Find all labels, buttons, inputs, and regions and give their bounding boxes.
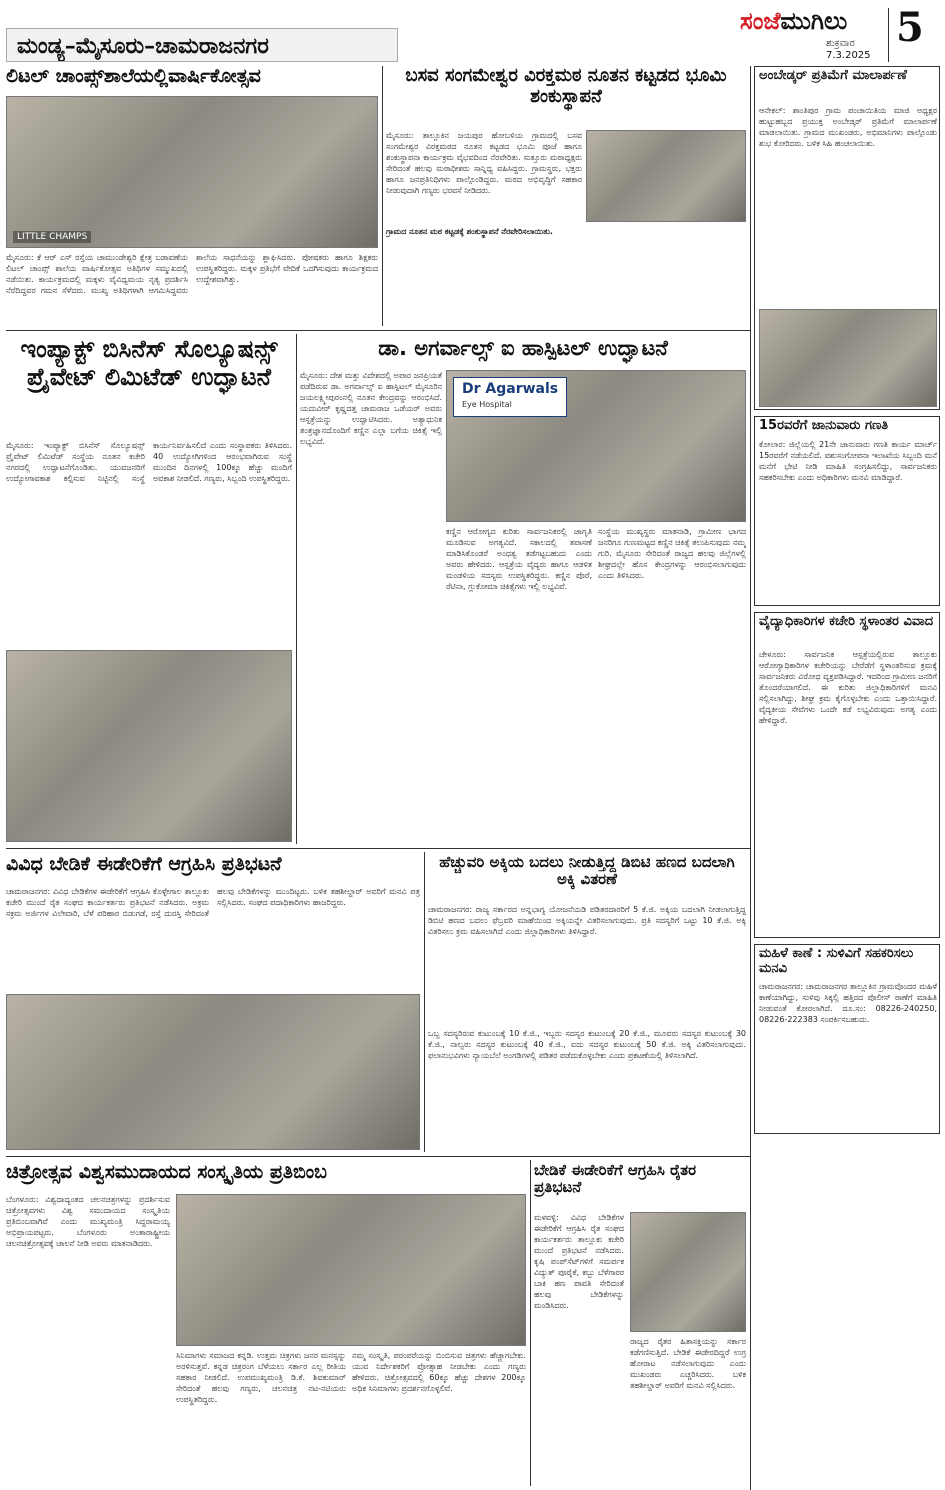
article-body-3: ನಮ್ಮ ಸಂಸ್ಕೃತಿ, ಪರಂಪರೆಯನ್ನು ಬಿಂಬಿಸುವ ಚಿತ್ರಗಳು ಹೆಚ್ಚಾಗಬೇಕು. ಯುವ ನಿರ್ದೇಶಕರಿಗೆ ಪ್ರೋತ್ಸಾಹ ನೀಡಬೇಕು ಎಂದು ಗಣ್ಯರು ಹೇಳಿದರು. ಚಿತ್ರೋತ್ಸವದಲ್ಲಿ 60ಕ್ಕೂ ಹೆಚ್ಚು ದೇಶಗಳ 200ಕ್ಕೂ ಅಧಿಕ ಸಿನಿಮಾಗಳು ಪ್ರದರ್ಶನಗೊಳ್ಳಲಿವೆ. bbox=[352, 1351, 526, 1393]
article-protest-demands bbox=[6, 852, 420, 1152]
headline: ಹೆಚ್ಚುವರಿ ಅಕ್ಕಿಯ ಬದಲು ನೀಡುತ್ತಿದ್ದ ಡಿಬಿಟಿ ಹಣದ ಬದಲಾಗಿ ಅಕ್ಕಿ ವಿತರಣೆ bbox=[439, 854, 735, 889]
masthead bbox=[740, 4, 940, 66]
sign-title: Dr Agarwals bbox=[462, 381, 559, 397]
photo-lamp-lighting bbox=[176, 1194, 526, 1346]
column-rule bbox=[530, 1160, 531, 1486]
headline: ಅಂಬೇಡ್ಕರ್ ಪ್ರತಿಮೆಗೆ ಮಾಲಾರ್ಪಣೆ bbox=[759, 69, 907, 83]
article-mutt-foundation bbox=[386, 66, 746, 326]
photo-staff-group bbox=[6, 650, 292, 842]
headline: ವಿವಿಧ ಬೇಡಿಕೆ ಈಡೇರಿಕೆಗೆ ಆಗ್ರಹಿಸಿ ಪ್ರತಿಭಟನೆ bbox=[6, 854, 282, 875]
column-rule bbox=[296, 334, 297, 844]
article-body: ಆನೇಕಲ್: ಶಾಂತಿಪುರ ಗ್ರಾಮ ಪಂಚಾಯಿತಿಯ ಮಾಜಿ ಅಧ್ಯಕ್ಷರ ಹುಟ್ಟುಹಬ್ಬದ ಪ್ರಯುಕ್ತ ಅಂಬೇಡ್ಕರ್ ಪ್ರತಿಮೆಗೆ ಮಾಲಾರ್ಪಣೆ ಮಾಡಲಾಯಿತು. ಗ್ರಾಮದ ಮುಖಂಡರು, ಅಭಿಮಾನಿಗಳು ಪಾಲ್ಗೊಂಡು ಶುಭ ಕೋರಿದರು. ಬಳಿಕ ಸಿಹಿ ಹಂಚಲಾಯಿತು. bbox=[759, 106, 937, 148]
article-body-1: ಮಳವಳ್ಳಿ: ವಿವಿಧ ಬೇಡಿಕೆಗಳ ಈಡೇರಿಕೆಗೆ ಆಗ್ರಹಿಸಿ ರೈತ ಸಂಘದ ಕಾರ್ಯಕರ್ತರು ತಾಲ್ಲೂಕು ಕಚೇರಿ ಮುಂದೆ ಪ್ರತಿಭಟನೆ ನಡೆಸಿದರು. ಕೃಷಿ ಪಂಪ್‌ಸೆಟ್‌ಗಳಿಗೆ ಸಮರ್ಪಕ ವಿದ್ಯುತ್ ಪೂರೈಕೆ, ಕಬ್ಬು ಬೆಳೆಗಾರರ ಬಾಕಿ ಹಣ ಪಾವತಿ ಸೇರಿದಂತೆ ಹಲವು ಬೇಡಿಕೆಗಳನ್ನು ಮಂಡಿಸಿದರು. bbox=[534, 1213, 624, 1310]
photo-label: LITTLE CHAMPS bbox=[13, 231, 91, 243]
article-livestock-census bbox=[754, 416, 940, 606]
article-body-1: ಚಾಮರಾಜನಗರ: ರಾಜ್ಯ ಸರ್ಕಾರದ ಅನ್ನಭಾಗ್ಯ ಯೋಜನೆಯಡಿ ಪಡಿತರದಾರರಿಗೆ 5 ಕೆ.ಜಿ. ಅಕ್ಕಿಯ ಬದಲಾಗಿ ನೀಡಲಾಗುತ್ತಿದ್ದ ಡಿಬಿಟಿ ಹಣದ ಬದಲು ಫೆಬ್ರವರಿ ಮಾಹೆಯಿಂದ ಅಕ್ಕಿಯನ್ನೇ ವಿತರಿಸಲಾಗುವುದು. ಪ್ರತಿ ಸದಸ್ಯರಿಗೆ ಒಟ್ಟು 10 ಕೆ.ಜಿ. ಅಕ್ಕಿ ವಿತರಿಸಲು ಕ್ರಮ ವಹಿಸಲಾಗಿದೆ ಎಂದು ಜಿಲ್ಲಾಧಿಕಾರಿಗಳು ತಿಳಿಸಿದ್ದಾರೆ. bbox=[428, 905, 746, 936]
column-rule-right bbox=[750, 66, 751, 1490]
article-impact-business bbox=[6, 334, 292, 844]
row-rule bbox=[6, 848, 750, 849]
headline: 15ರವರೆಗೆ ಜಾನುವಾರು ಗಣತಿ bbox=[759, 419, 889, 433]
article-film-festival bbox=[6, 1160, 526, 1486]
article-missing-woman bbox=[754, 944, 940, 1134]
date-label: 7.3.2025 bbox=[826, 50, 871, 61]
brand-black: ಮುಗಿಲು bbox=[780, 6, 848, 35]
photo-farmers bbox=[630, 1212, 746, 1332]
article-eye-hospital bbox=[300, 334, 746, 844]
article-body-2: ಕಣ್ಣಿನ ಆರೋಗ್ಯದ ಕುರಿತು ಸಾರ್ವಜನಿಕರಲ್ಲಿ ಜಾಗೃತಿ ಮೂಡಿಸುವ ಅಗತ್ಯವಿದೆ. ಸಕಾಲದಲ್ಲಿ ತಪಾಸಣೆ ಮಾಡಿಸಿಕೊಂಡರೆ ಅಂಧತ್ವ ತಡೆಗಟ್ಟಬಹುದು ಎಂದು ಅವರು ಹೇಳಿದರು. ಆಸ್ಪತ್ರೆಯ ವೈದ್ಯರು ಹಾಗೂ ಆಡಳಿತ ಮಂಡಳಿಯ ಸದಸ್ಯರು ಉಪಸ್ಥಿತರಿದ್ದರು. ಕಣ್ಣಿನ ಪೊರೆ, ರೆಟಿನಾ, ಗ್ಲುಕೋಮಾ ಚಿಕಿತ್ಸೆಗಳು ಇಲ್ಲಿ ಲಭ್ಯವಿವೆ. bbox=[446, 527, 592, 591]
article-body-2: ಒಬ್ಬ ಸದಸ್ಯರಿರುವ ಕುಟುಂಬಕ್ಕೆ 10 ಕೆ.ಜಿ., ಇಬ್ಬರು ಸದಸ್ಯರ ಕುಟುಂಬಕ್ಕೆ 20 ಕೆ.ಜಿ., ಮೂವರು ಸದಸ್ಯರ ಕುಟುಂಬಕ್ಕೆ 30 ಕೆ.ಜಿ., ನಾಲ್ವರು ಸದಸ್ಯರ ಕುಟುಂಬಕ್ಕೆ 40 ಕೆ.ಜಿ., ಐದು ಸದಸ್ಯರ ಕುಟುಂಬಕ್ಕೆ 50 ಕೆ.ಜಿ. ಅಕ್ಕಿ ವಿತರಿಸಲಾಗುವುದು. ಫಲಾನುಭವಿಗಳು ನ್ಯಾಯಬೆಲೆ ಅಂಗಡಿಗಳಲ್ಲಿ ಪಡಿತರ ಪಡೆದುಕೊಳ್ಳಬೇಕು ಎಂದು ಪ್ರಕಟಣೆಯಲ್ಲಿ ತಿಳಿಸಲಾಗಿದೆ. bbox=[428, 1029, 746, 1060]
photo-garland bbox=[759, 309, 937, 407]
headline: ಮಹಿಳೆ ಕಾಣೆ : ಸುಳಿವಿಗೆ ಸಹಕರಿಸಲು ಮನವಿ bbox=[759, 947, 914, 976]
photo-school-event bbox=[6, 96, 378, 248]
section-title: ಮಂಡ್ಯ–ಮೈಸೂರು–ಚಾಮರಾಜನಗರ bbox=[17, 33, 269, 59]
headline: ಚಿತ್ರೋತ್ಸವ ವಿಶ್ವಸಮುದಾಯದ ಸಂಸ್ಕೃತಿಯ ಪ್ರತಿಬಿಂಬ bbox=[6, 1162, 327, 1183]
article-body: ಚೇಳೂರು: ಸಾರ್ವಜನಿಕ ಆಸ್ಪತ್ರೆಯಲ್ಲಿರುವ ತಾಲ್ಲೂಕು ಆರೋಗ್ಯಾಧಿಕಾರಿಗಳ ಕಚೇರಿಯನ್ನು ಬೇರೆಡೆಗೆ ಸ್ಥಳಾಂತರಿಸುವ ಕ್ರಮಕ್ಕೆ ಸಾರ್ವಜನಿಕರು ವಿರೋಧ ವ್ಯಕ್ತಪಡಿಸಿದ್ದಾರೆ. ಇದರಿಂದ ಗ್ರಾಮೀಣ ಜನರಿಗೆ ತೊಂದರೆಯಾಗಲಿದೆ. ಈ ಕುರಿತು ಜಿಲ್ಲಾಧಿಕಾರಿಗಳಿಗೆ ಮನವಿ ಸಲ್ಲಿಸಲಾಗಿದ್ದು, ಶೀಘ್ರ ಕ್ರಮ ಕೈಗೊಳ್ಳಬೇಕು ಎಂದು ಒತ್ತಾಯಿಸಿದ್ದಾರೆ. ವೈದ್ಯಕೀಯ ಸೇವೆಗಳು ಒಂದೇ ಕಡೆ ಲಭ್ಯವಿರುವುದು ಅಗತ್ಯ ಎಂದು ಹೇಳಿದ್ದಾರೆ. bbox=[759, 650, 937, 725]
row-rule bbox=[6, 1156, 750, 1157]
photo-protest bbox=[6, 994, 420, 1150]
headline: ಬಸವ ಸಂಗಮೇಶ್ವರ ವಿರಕ್ತಮಠ ನೂತನ ಕಟ್ಟಡದ ಭೂಮಿ ಶಂಕುಸ್ಥಾಪನೆ bbox=[405, 66, 727, 107]
article-body: ಕೋಲಾರ: ಜಿಲ್ಲೆಯಲ್ಲಿ 21ನೇ ಜಾನುವಾರು ಗಣತಿ ಕಾರ್ಯ ಮಾರ್ಚ್ 15ರವರೆಗೆ ನಡೆಯಲಿದೆ. ಪಶುಸಂಗೋಪನಾ ಇಲಾಖೆಯ ಸಿಬ್ಬಂದಿ ಮನೆ ಮನೆಗೆ ಭೇಟಿ ನೀಡಿ ಮಾಹಿತಿ ಸಂಗ್ರಹಿಸಲಿದ್ದು, ಸಾರ್ವಜನಿಕರು ಸಹಕರಿಸಬೇಕು ಎಂದು ಅಧಿಕಾರಿಗಳು ಮನವಿ ಮಾಡಿದ್ದಾರೆ. bbox=[759, 440, 937, 482]
photo-ceremony bbox=[586, 130, 746, 222]
article-little-champs bbox=[6, 66, 378, 326]
article-body: ಮೈಸೂರು: ಕೆ ಆರ್ ಎಸ್ ರಸ್ತೆಯ ಚಾಮುಂಡೇಶ್ವರಿ ಕ್ಷೇತ್ರ ಬಡಾವಣೆಯ ಲಿಟಲ್ ಚಾಂಪ್ಸ್ ಶಾಲೆಯ ವಾರ್ಷಿಕೋತ್ಸವ ಅತಿಥಿಗಳ ಸಮ್ಮುಖದಲ್ಲಿ ನಡೆಯಿತು. ಕಾರ್ಯಕ್ರಮದಲ್ಲಿ ಮಕ್ಕಳು ವೈವಿಧ್ಯಮಯ ನೃತ್ಯ ಪ್ರದರ್ಶಿಸಿ ನೆರೆದಿದ್ದವರ ಗಮನ ಸೆಳೆದರು. ಮುಖ್ಯ ಅತಿಥಿಗಳಾಗಿ ಆಗಮಿಸಿದ್ದವರು ಶಾಲೆಯ ಸಾಧನೆಯನ್ನು ಶ್ಲಾಘಿಸಿದರು. ಪೋಷಕರು ಹಾಗೂ ಶಿಕ್ಷಕರು ಉಪಸ್ಥಿತರಿದ್ದರು. ಮಕ್ಕಳ ಪ್ರತಿಭೆಗೆ ವೇದಿಕೆ ಒದಗಿಸುವುದು ಕಾರ್ಯಕ್ರಮದ ಉದ್ದೇಶವಾಗಿತ್ತು. bbox=[6, 253, 378, 295]
headline: ವೈದ್ಯಾಧಿಕಾರಿಗಳ ಕಚೇರಿ ಸ್ಥಳಾಂತರ ವಿವಾದ bbox=[759, 615, 934, 629]
article-rice-distribution bbox=[428, 852, 746, 1152]
headline: ಲಿಟಲ್ ಚಾಂಪ್ಸ್‌ಶಾಲೆಯಲ್ಲಿವಾರ್ಷಿಕೋತ್ಸವ bbox=[6, 66, 261, 87]
section-header bbox=[6, 28, 398, 62]
headline: ಡಾ. ಅಗರ್ವಾಲ್ಸ್ ಐ ಹಾಸ್ಪಿಟಲ್ ಉದ್ಘಾಟನೆ bbox=[378, 336, 668, 360]
article-body-2: ಸಿನಿಮಾಗಳು ಸಮಾಜದ ಕನ್ನಡಿ. ಉತ್ತಮ ಚಿತ್ರಗಳು ಜನರ ಮನಸ್ಸನ್ನು ಅರಳಿಸುತ್ತವೆ. ಕನ್ನಡ ಚಿತ್ರರಂಗ ಬೆಳೆಯಲು ಸರ್ಕಾರ ಎಲ್ಲ ರೀತಿಯ ಸಹಕಾರ ನೀಡಲಿದೆ. ಉಪಮುಖ್ಯಮಂತ್ರಿ ಡಿ.ಕೆ. ಶಿವಕುಮಾರ್ ಸೇರಿದಂತೆ ಹಲವು ಗಣ್ಯರು, ಚಲನಚಿತ್ರ ನಟ-ನಟಿಯರು ಉಪಸ್ಥಿತರಿದ್ದರು. bbox=[176, 1351, 346, 1404]
photo-inauguration bbox=[446, 370, 746, 522]
article-ambedkar bbox=[754, 66, 940, 410]
day-label: ಶುಕ್ರವಾರ bbox=[826, 38, 855, 49]
article-body-1: ಬೆಂಗಳೂರು: ವಿಶ್ವದಾದ್ಯಂತದ ಚಲನಚಿತ್ರಗಳನ್ನು ಪ್ರದರ್ಶಿಸುವ ಚಿತ್ರೋತ್ಸವಗಳು ವಿಶ್ವ ಸಮುದಾಯದ ಸಂಸ್ಕೃತಿಯ ಪ್ರತಿಬಿಂಬವಾಗಿವೆ ಎಂದು ಮುಖ್ಯಮಂತ್ರಿ ಸಿದ್ದರಾಮಯ್ಯ ಅಭಿಪ್ರಾಯಪಟ್ಟರು. ಬೆಂಗಳೂರು ಅಂತಾರಾಷ್ಟ್ರೀಯ ಚಲನಚಿತ್ರೋತ್ಸವಕ್ಕೆ ಚಾಲನೆ ನೀಡಿ ಅವರು ಮಾತನಾಡಿದರು. bbox=[6, 1195, 170, 1248]
right-column bbox=[754, 66, 940, 1490]
page-number: 5 bbox=[896, 4, 924, 51]
column-rule bbox=[424, 852, 425, 1152]
article-body: ಮೈಸೂರು: ಇಂಪ್ಯಾಕ್ಟ್ ಬಿಸಿನೆಸ್ ಸೊಲ್ಯೂಷನ್ಸ್ ಪ್ರೈವೇಟ್ ಲಿಮಿಟೆಡ್ ಸಂಸ್ಥೆಯ ನೂತನ ಕಚೇರಿ ನಗರದಲ್ಲಿ ಉದ್ಘಾಟನೆಗೊಂಡಿತು. ಯುವಜನರಿಗೆ ಉದ್ಯೋಗಾವಕಾಶ ಕಲ್ಪಿಸುವ ನಿಟ್ಟಿನಲ್ಲಿ ಸಂಸ್ಥೆ ಕಾರ್ಯನಿರ್ವಹಿಸಲಿದೆ ಎಂದು ಸಂಸ್ಥಾಪಕರು ತಿಳಿಸಿದರು. 40 ಉದ್ಯೋಗಿಗಳಿಂದ ಆರಂಭವಾಗಿರುವ ಸಂಸ್ಥೆ ಮುಂದಿನ ದಿನಗಳಲ್ಲಿ 100ಕ್ಕೂ ಹೆಚ್ಚು ಮಂದಿಗೆ ಅವಕಾಶ ನೀಡಲಿದೆ. ಗಣ್ಯರು, ಸಿಬ್ಬಂದಿ ಉಪಸ್ಥಿತರಿದ್ದರು. bbox=[6, 441, 292, 483]
masthead-brand bbox=[740, 6, 880, 36]
article-body: ಚಾಮರಾಜನಗರ: ಚಾಮರಾಜನಗರ ತಾಲ್ಲೂಕಿನ ಗ್ರಾಮವೊಂದರ ಮಹಿಳೆ ಕಾಣೆಯಾಗಿದ್ದು, ಸುಳಿವು ಸಿಕ್ಕಲ್ಲಿ ಹತ್ತಿರದ ಪೊಲೀಸ್ ಠಾಣೆಗೆ ಮಾಹಿತಿ ನೀಡುವಂತೆ ಕೋರಲಾಗಿದೆ. ದೂ.ಸಂ: 08226-240250, 08226-222383 ಸಂಪರ್ಕಿಸಬಹುದು. bbox=[759, 982, 937, 1024]
headline: ಇಂಪ್ಯಾಕ್ಟ್ ಬಿಸಿನೆಸ್ ಸೊಲ್ಯೂಷನ್ಸ್ ಪ್ರೈವೇಟ್ ಲಿಮಿಟೆಡ್ ಉದ್ಘಾಟನೆ bbox=[20, 336, 278, 391]
article-farmers-protest bbox=[534, 1160, 746, 1486]
column-rule bbox=[382, 66, 383, 326]
masthead-divider bbox=[888, 8, 889, 62]
sign-subtitle: Eye Hospital bbox=[462, 400, 512, 409]
article-office-shift bbox=[754, 612, 940, 938]
article-body-3: ಸಂಸ್ಥೆಯ ಮುಖ್ಯಸ್ಥರು ಮಾತನಾಡಿ, ಗ್ರಾಮೀಣ ಭಾಗದ ಜನರಿಗೂ ಗುಣಮಟ್ಟದ ಕಣ್ಣಿನ ಚಿಕಿತ್ಸೆ ತಲುಪಿಸುವುದು ನಮ್ಮ ಗುರಿ. ಮೈಸೂರು ಸೇರಿದಂತೆ ರಾಜ್ಯದ ಹಲವು ಜಿಲ್ಲೆಗಳಲ್ಲಿ ಶೀಘ್ರದಲ್ಲೇ ಹೊಸ ಕೇಂದ್ರಗಳನ್ನು ಆರಂಭಿಸಲಾಗುವುದು ಎಂದು ತಿಳಿಸಿದರು. bbox=[598, 527, 746, 580]
photo-caption: ಗ್ರಾಮದ ನೂತನ ಮಠ ಕಟ್ಟಡಕ್ಕೆ ಶಂಕುಸ್ಥಾಪನೆ ನೆರವೇರಿಸಲಾಯಿತು. bbox=[386, 227, 553, 236]
article-body-2: ರಾಜ್ಯದ ರೈತರ ಹಿತಾಸಕ್ತಿಯನ್ನು ಸರ್ಕಾರ ಕಡೆಗಣಿಸುತ್ತಿದೆ. ಬೇಡಿಕೆ ಈಡೇರದಿದ್ದರೆ ಉಗ್ರ ಹೋರಾಟ ನಡೆಸಲಾಗುವುದು ಎಂದು ಮುಖಂಡರು ಎಚ್ಚರಿಸಿದರು. ಬಳಿಕ ತಹಶೀಲ್ದಾರ್ ಅವರಿಗೆ ಮನವಿ ಸಲ್ಲಿಸಿದರು. bbox=[630, 1337, 746, 1390]
hospital-sign bbox=[453, 377, 567, 417]
article-body: ಮೈಸೂರು: ತಾಲ್ಲೂಕಿನ ಜಯಪುರ ಹೋಬಳಿಯ ಗ್ರಾಮದಲ್ಲಿ ಬಸವ ಸಂಗಮೇಶ್ವರ ವಿರಕ್ತಮಠದ ನೂತನ ಕಟ್ಟಡದ ಭೂಮಿ ಪೂಜೆ ಹಾಗೂ ಶಂಕುಸ್ಥಾಪನಾ ಕಾರ್ಯಕ್ರಮ ವೈಭವದಿಂದ ನೆರವೇರಿತು. ಸುತ್ತೂರು ಮಠಾಧ್ಯಕ್ಷರು ಸೇರಿದಂತೆ ಹಲವು ಮಠಾಧೀಶರು ಸಾನ್ನಿಧ್ಯ ವಹಿಸಿದ್ದರು. ಗ್ರಾಮಸ್ಥರು, ಭಕ್ತರು ಹಾಗೂ ಜನಪ್ರತಿನಿಧಿಗಳು ಪಾಲ್ಗೊಂಡಿದ್ದರು. ಮಠದ ಅಭಿವೃದ್ಧಿಗೆ ಸಹಕಾರ ನೀಡುವುದಾಗಿ ಗಣ್ಯರು ಭರವಸೆ ನೀಡಿದರು. bbox=[386, 131, 582, 195]
headline: ಬೇಡಿಕೆ ಈಡೇರಿಕೆಗೆ ಆಗ್ರಹಿಸಿ ರೈತರ ಪ್ರತಿಭಟನೆ bbox=[534, 1162, 697, 1197]
article-body: ಚಾಮರಾಜನಗರ: ವಿವಿಧ ಬೇಡಿಕೆಗಳ ಈಡೇರಿಕೆಗೆ ಆಗ್ರಹಿಸಿ ಕೊಳ್ಳೇಗಾಲ ತಾಲ್ಲೂಕು ಕಚೇರಿ ಮುಂದೆ ರೈತ ಸಂಘದ ಕಾರ್ಯಕರ್ತರು ಪ್ರತಿಭಟನೆ ನಡೆಸಿದರು. ಅಕ್ರಮ ಸಕ್ರಮ ಅರ್ಜಿಗಳ ವಿಲೇವಾರಿ, ಬೆಳೆ ಪರಿಹಾರ ಬಿಡುಗಡೆ, ರಸ್ತೆ ದುರಸ್ತಿ ಸೇರಿದಂತೆ ಹಲವು ಬೇಡಿಕೆಗಳನ್ನು ಮುಂದಿಟ್ಟರು. ಬಳಿಕ ತಹಶೀಲ್ದಾರ್ ಅವರಿಗೆ ಮನವಿ ಪತ್ರ ಸಲ್ಲಿಸಿದರು. ಸಂಘದ ಪದಾಧಿಕಾರಿಗಳು ಹಾಜರಿದ್ದರು. bbox=[6, 887, 420, 918]
article-body-1: ಮೈಸೂರು: ದೇಶ ಮತ್ತು ವಿದೇಶದಲ್ಲಿ ಅಪಾರ ಜನಪ್ರಿಯತೆ ಪಡೆದಿರುವ ಡಾ. ಅಗರ್ವಾಲ್ಸ್ ಐ ಹಾಸ್ಪಿಟಲ್ ಮೈಸೂರಿನ ಜಯಲಕ್ಷ್ಮೀಪುರಂನಲ್ಲಿ ನೂತನ ಕೇಂದ್ರವನ್ನು ಆರಂಭಿಸಿದೆ. ಯದುವೀರ್ ಕೃಷ್ಣದತ್ತ ಚಾಮರಾಜ ಒಡೆಯರ್ ಅವರು ಆಸ್ಪತ್ರೆಯನ್ನು ಉದ್ಘಾಟಿಸಿದರು. ಅತ್ಯಾಧುನಿಕ ತಂತ್ರಜ್ಞಾನದೊಂದಿಗೆ ಕಣ್ಣಿನ ಎಲ್ಲಾ ಬಗೆಯ ಚಿಕಿತ್ಸೆ ಇಲ್ಲಿ ಲಭ್ಯವಿದೆ. bbox=[300, 371, 442, 446]
brand-red: ಸಂಜೆ bbox=[740, 6, 781, 35]
row-rule bbox=[6, 330, 750, 331]
